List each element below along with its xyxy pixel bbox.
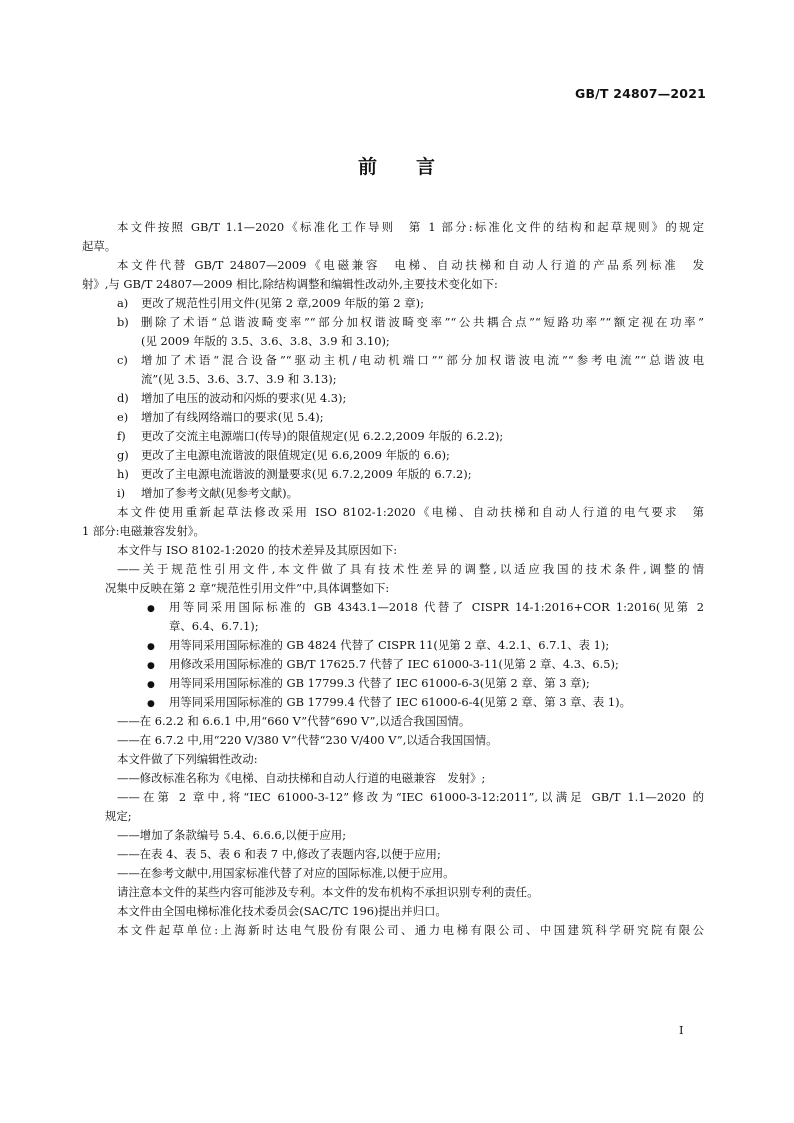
- text-line: [117, 902, 704, 921]
- bullet-icon: ●: [147, 699, 155, 709]
- title-char-1: 前: [357, 156, 378, 178]
- text-line: [117, 503, 704, 522]
- text-line: [117, 712, 704, 731]
- text-line: [117, 750, 704, 769]
- line-text: 更改了规范性引用文件(见第 2 章,2009 年版的第 2 章);: [141, 296, 424, 310]
- line-text: 射》,与 GB/T 24807—2009 相比,除结构调整和编辑性改动外,主要技术变化如下:: [82, 277, 498, 291]
- list-marker: h): [117, 467, 129, 481]
- line-text: 更改了主电源电流谐波的测量要求(见 6.7.2,2009 年版的 6.7.2);: [141, 467, 472, 481]
- text-line: [117, 788, 704, 807]
- line-text: 况集中反映在第 2 章“规范性引用文件”中,具体调整如下:: [105, 581, 390, 595]
- line-text: ——在 6.7.2 中,用“220 V/380 V”代替“230 V/400 V”,以适合我国国情。: [117, 733, 498, 747]
- text-line: [117, 826, 704, 845]
- line-text: 请注意本文件的某些内容可能涉及专利。本文件的发布机构不承担识别专利的责任。: [117, 885, 539, 899]
- list-marker: e): [117, 410, 129, 424]
- list-marker: f): [117, 429, 126, 443]
- bullet-icon: ●: [147, 604, 155, 614]
- text-line: [117, 921, 704, 940]
- line-text: ——修改标准名称为《电梯、自动扶梯和自动人行道的电磁兼容 发射》;: [117, 771, 486, 785]
- line-text: 本文件起草单位:上海新时达电气股份有限公司、通力电梯有限公司、中国建筑科学研究院有限公: [117, 923, 704, 937]
- line-text: 章、6.4、6.7.1);: [169, 619, 259, 633]
- line-text: 本文件由全国电梯标准化技术委员会(SAC/TC 196)提出并归口。: [117, 904, 447, 918]
- line-text: 规定;: [105, 809, 132, 823]
- line-text: 增加了参考文献(见参考文献)。: [141, 486, 298, 500]
- line-text: 增加了术语“混合设备”“驱动主机/电动机端口”“部分加权谐波电流”“参考电流”“总谐波电: [141, 353, 704, 367]
- text-line: [117, 883, 704, 902]
- list-marker: d): [117, 391, 129, 405]
- list-marker: c): [117, 353, 128, 367]
- line-text: 更改了交流主电源端口(传导)的限值规定(见 6.2.2,2009 年版的 6.2.2);: [141, 429, 504, 443]
- text-line: [117, 769, 704, 788]
- line-text: 本文件按照 GB/T 1.1—2020《标准化工作导则 第 1 部分:标准化文件的结构和起草规则》的规定: [117, 220, 704, 234]
- text-line: [117, 370, 704, 389]
- line-text: 用等同采用国际标准的 GB 17799.4 代替了 IEC 61000-6-4(见第 2 章、第 3 章、表 1)。: [169, 695, 631, 709]
- text-line: [82, 237, 704, 256]
- text-line: [117, 351, 704, 370]
- text-line: [117, 427, 704, 446]
- text-line: [117, 845, 704, 864]
- standard-code: GB/T 24807—2021: [574, 86, 706, 101]
- list-marker: a): [117, 296, 129, 310]
- bullet-icon: ●: [147, 680, 155, 690]
- line-text: 流”(见 3.5、3.6、3.7、3.9 和 3.13);: [141, 372, 337, 386]
- line-text: ——增加了条款编号 5.4、6.6.6,以便于应用;: [117, 828, 347, 842]
- line-text: 用等同采用国际标准的 GB 17799.3 代替了 IEC 61000-6-3(见第 2 章、第 3 章);: [169, 676, 590, 690]
- line-text: 用修改采用国际标准的 GB/T 17625.7 代替了 IEC 61000-3-11(见第 2 章、4.3、6.5);: [169, 657, 619, 671]
- line-text: 本文件使用重新起草法修改采用 ISO 8102-1:2020《电梯、自动扶梯和自动人行道的电气要求 第: [117, 505, 704, 519]
- text-line: [117, 332, 704, 351]
- line-text: (见 2009 年版的 3.5、3.6、3.8、3.9 和 3.10);: [141, 334, 390, 348]
- title-char-2: 言: [416, 156, 437, 178]
- text-line: [117, 864, 704, 883]
- text-line: [105, 579, 704, 598]
- line-text: 增加了电压的波动和闪烁的要求(见 4.3);: [141, 391, 347, 405]
- text-line: [117, 693, 704, 712]
- text-line: [117, 617, 704, 636]
- line-text: ——在参考文献中,用国家标准代替了对应的国际标准,以便于应用。: [117, 866, 455, 880]
- text-line: [117, 655, 704, 674]
- line-text: 起草。: [82, 239, 117, 253]
- list-marker: g): [117, 448, 129, 462]
- line-text: 用等同采用国际标准的 GB 4343.1—2018 代替了 CISPR 14-1:2016+COR 1:2016(见第 2: [169, 600, 704, 614]
- line-text: 1 部分:电磁兼容发射》。: [82, 524, 205, 538]
- document-body: [82, 218, 704, 940]
- line-text: 本文件做了下列编辑性改动:: [117, 752, 258, 766]
- text-line: [105, 807, 704, 826]
- text-line: [82, 522, 704, 541]
- page-number: I: [679, 1023, 684, 1037]
- text-line: [117, 218, 704, 237]
- list-marker: i): [117, 486, 126, 500]
- line-text: 删除了术语“总谐波畸变率”“部分加权谐波畸变率”“公共耦合点”“短路功率”“额定视在功率”: [141, 315, 704, 329]
- text-line: [117, 598, 704, 617]
- page-title: [0, 152, 794, 179]
- text-line: [117, 484, 704, 503]
- list-marker: b): [117, 315, 129, 329]
- text-line: [117, 731, 704, 750]
- text-line: [117, 256, 704, 275]
- text-line: [117, 674, 704, 693]
- text-line: [117, 294, 704, 313]
- text-line: [117, 560, 704, 579]
- text-line: [117, 465, 704, 484]
- line-text: 更改了主电源电流谐波的限值规定(见 6.6,2009 年版的 6.6);: [141, 448, 450, 462]
- text-line: [117, 636, 704, 655]
- text-line: [117, 541, 704, 560]
- text-line: [82, 275, 704, 294]
- bullet-icon: ●: [147, 661, 155, 671]
- line-text: 本文件代替 GB/T 24807—2009《电磁兼容 电梯、自动扶梯和自动人行道的产品系列标准 发: [117, 258, 704, 272]
- text-line: [117, 313, 704, 332]
- line-text: ——在 6.2.2 和 6.6.1 中,用“660 V”代替“690 V”,以适合我国国情。: [117, 714, 471, 728]
- line-text: 本文件与 ISO 8102-1:2020 的技术差异及其原因如下:: [117, 543, 398, 557]
- bullet-icon: ●: [147, 642, 155, 652]
- text-line: [117, 408, 704, 427]
- line-text: 增加了有线网络端口的要求(见 5.4);: [141, 410, 324, 424]
- line-text: ——关于规范性引用文件,本文件做了具有技术性差异的调整,以适应我国的技术条件,调整的情: [117, 562, 704, 576]
- line-text: ——在第 2 章中,将“IEC 61000-3-12”修改为“IEC 61000-3-12:2011”,以满足 GB/T 1.1—2020 的: [117, 790, 704, 804]
- text-line: [117, 389, 704, 408]
- text-line: [117, 446, 704, 465]
- line-text: 用等同采用国际标准的 GB 4824 代替了 CISPR 11(见第 2 章、4.2.1、6.7.1、表 1);: [169, 638, 610, 652]
- line-text: ——在表 4、表 5、表 6 和表 7 中,修改了表题内容,以便于应用;: [117, 847, 441, 861]
